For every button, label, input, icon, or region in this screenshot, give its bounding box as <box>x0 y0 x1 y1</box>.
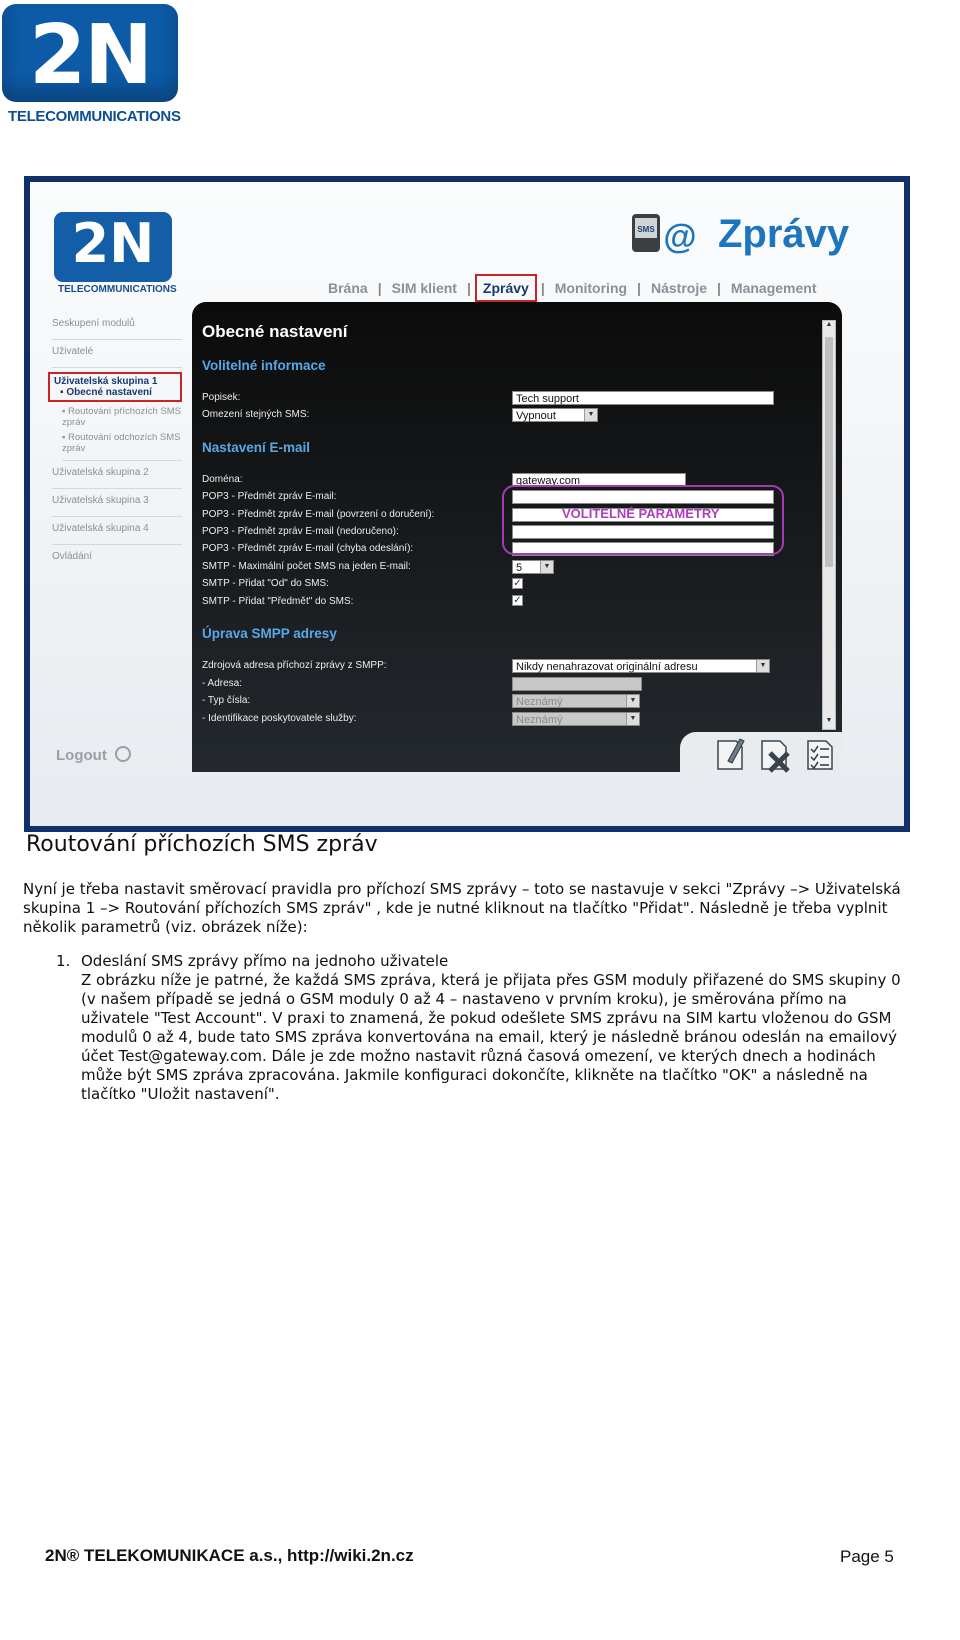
at-symbol: @ <box>663 218 697 256</box>
company-logo <box>2 4 180 126</box>
screenshot-frame <box>30 182 904 826</box>
smpp-source-select[interactable]: Nikdy nenahrazovat originální adresu ▼ <box>512 659 770 673</box>
sidebar-item-skupina-2[interactable]: Uživatelská skupina 2 <box>52 461 182 489</box>
smtp-max-select[interactable]: 5 ▼ <box>512 560 554 574</box>
logo-subtitle: TELECOMMUNICATIONS <box>8 108 181 125</box>
list-heading: Odeslání SMS zprávy přímo na jednoho uživatele <box>81 952 449 970</box>
app-title: Zprávy <box>718 212 850 256</box>
section-email: Nastavení E-mail <box>202 440 311 455</box>
nav-monitoring[interactable]: Monitoring <box>554 280 628 296</box>
sidebar-item-ovladani[interactable]: Ovládání <box>52 551 93 562</box>
sidebar-subitem-routovani-prichozich[interactable]: ▪ Routování příchozích SMS zpráv <box>62 406 182 428</box>
smtp-max-label: SMTP - Maximální počet SMS na jeden E-mail: <box>202 561 411 572</box>
smpp-source-label: Zdrojová adresa příchozí zprávy z SMPP: <box>202 660 387 671</box>
settings-panel <box>192 302 842 772</box>
pop3-undelivered-label: POP3 - Předmět zpráv E-mail (nedoručeno): <box>202 526 399 537</box>
logo-mark <box>2 4 178 102</box>
popisek-label: Popisek: <box>202 392 241 403</box>
pop3-subject-label: POP3 - Předmět zpráv E-mail: <box>202 491 337 502</box>
nav-sim-klient[interactable]: SIM klient <box>391 280 457 296</box>
sidebar-item-uzivatele[interactable]: Uživatelé <box>52 340 182 368</box>
footer-page-number: Page 5 <box>840 1547 894 1566</box>
chevron-down-icon: ▼ <box>584 409 597 421</box>
smtp-from-label: SMTP - Přidat "Od" do SMS: <box>202 578 329 589</box>
power-icon <box>115 746 131 762</box>
smtp-subject-label: SMTP - Přidat "Předmět" do SMS: <box>202 596 354 607</box>
smpp-address-input[interactable] <box>512 677 642 691</box>
scroll-down-icon[interactable]: ▼ <box>825 717 833 724</box>
sidebar <box>52 312 182 573</box>
chevron-down-icon: ▼ <box>756 660 769 672</box>
delete-icon[interactable] <box>758 735 792 773</box>
list-check-icon[interactable] <box>804 735 838 773</box>
logout-button[interactable]: Logout <box>56 746 131 764</box>
nav-separator: | <box>377 280 382 296</box>
scroll-up-icon[interactable]: ▲ <box>825 321 833 328</box>
smpp-type-label: - Typ čísla: <box>202 695 251 706</box>
panel-scrollbar[interactable] <box>822 320 836 730</box>
sms-badge-text: SMS <box>637 225 655 234</box>
smpp-provider-label: - Identifikace poskytovatele služby: <box>202 713 357 724</box>
top-nav <box>322 274 823 302</box>
nav-separator: | <box>717 280 721 296</box>
section-smpp: Úprava SMPP adresy <box>202 626 337 641</box>
smpp-provider-select[interactable]: Neznámý ▼ <box>512 712 640 726</box>
smpp-address-label: - Adresa: <box>202 678 243 689</box>
section-optional-info: Volitelné informace <box>202 358 326 373</box>
nav-separator: | <box>540 280 545 296</box>
domena-label: Doména: <box>202 474 243 485</box>
panel-title: Obecné nastavení <box>202 322 348 341</box>
nav-management[interactable]: Management <box>730 280 817 296</box>
footer-company: 2N® TELEKOMUNIKACE a.s., http://wiki.2n.cz <box>45 1546 414 1565</box>
list-text: Z obrázku níže je patrné, že každá SMS zpráva, která je přijata přes GSM moduly přiřazené do SMS skupiny 0 (v našem případě se jedná o GSM moduly 0 až 4 – nastaveno v prvním kroku), je směrována přímo na uživatele "Test Account". V praxi to znamená, že pokud odešlete SMS zprávu na SIM kartu vloženou do GSM modulů 0 až 4, bude tato SMS zpráva konvertována na email, který je následně bránou odeslán na emailový účet Test@gateway.com. Dále je zde možno nastavit různá časová omezení, ve kterých dnech a hodinách může být SMS zpráva zpracována. Jakmile konfiguraci dokončíte, klikněte na tlačítko "OK" a následně na tlačítko "Uložit nastavení". <box>81 971 901 1103</box>
app-logo-subtitle: TELECOMMUNICATIONS <box>58 284 177 295</box>
chevron-down-icon: ▼ <box>540 561 553 573</box>
list-number: 1. <box>56 952 71 970</box>
chevron-down-icon: ▼ <box>626 695 639 707</box>
sidebar-item-seskupeni[interactable]: Seskupení modulů <box>52 312 182 340</box>
smpp-type-select[interactable]: Neznámý ▼ <box>512 694 640 708</box>
optional-params-label: VOLITELNÉ PARAMETRY <box>562 506 720 521</box>
pop3-error-label: POP3 - Předmět zpráv E-mail (chyba odeslání): <box>202 543 414 554</box>
nav-zpravy[interactable]: Zprávy <box>475 274 537 302</box>
nav-separator: | <box>466 280 471 296</box>
section-title: Routování příchozích SMS zpráv <box>26 832 378 857</box>
sidebar-item-skupina-4[interactable]: Uživatelská skupina 4 <box>52 517 182 545</box>
edit-icon[interactable] <box>714 735 748 773</box>
logo-text: 2N <box>29 8 151 103</box>
app-logo: 2N <box>54 212 172 282</box>
nav-separator: | <box>637 280 641 296</box>
omezeni-label: Omezení stejných SMS: <box>202 409 310 420</box>
sidebar-item-skupina-3[interactable]: Uživatelská skupina 3 <box>52 489 182 517</box>
sidebar-item-skupina-1[interactable]: Uživatelská skupina 1 <box>54 376 158 387</box>
sidebar-subitem-obecne[interactable]: ▪ Obecné nastavení <box>60 387 152 398</box>
app-screenshot <box>24 176 910 832</box>
smtp-from-checkbox[interactable]: ✓ <box>513 578 522 589</box>
nav-nastroje[interactable]: Nástroje <box>650 280 707 296</box>
scroll-thumb[interactable] <box>825 337 833 567</box>
omezeni-select[interactable]: Vypnout ▼ <box>512 408 598 422</box>
pop3-delivery-label: POP3 - Předmět zpráv E-mail (povrzení o doručení): <box>202 509 435 520</box>
sms-mail-icon <box>630 212 700 262</box>
smtp-subject-checkbox[interactable]: ✓ <box>513 595 522 606</box>
intro-paragraph: Nyní je třeba nastavit směrovací pravidla pro příchozí SMS zprávy – toto se nastavuje v sekci "Zprávy –> Uživatelská skupina 1 –> Routování příchozích SMS zpráv" , kde je nutné kliknout na tlačítko "Přidat". Následně je třeba vyplnit několik parametrů (viz. obrázek níže): <box>23 880 901 936</box>
chevron-down-icon: ▼ <box>626 713 639 725</box>
popisek-input[interactable]: Tech support <box>512 391 774 405</box>
sidebar-subitem-routovani-odchozich[interactable]: ▪ Routování odchozích SMS zpráv <box>62 430 182 461</box>
sidebar-group-1 <box>48 372 182 402</box>
list-item <box>56 952 916 1104</box>
nav-brana[interactable]: Brána <box>328 280 368 296</box>
domena-input[interactable]: gateway.com <box>512 473 686 487</box>
